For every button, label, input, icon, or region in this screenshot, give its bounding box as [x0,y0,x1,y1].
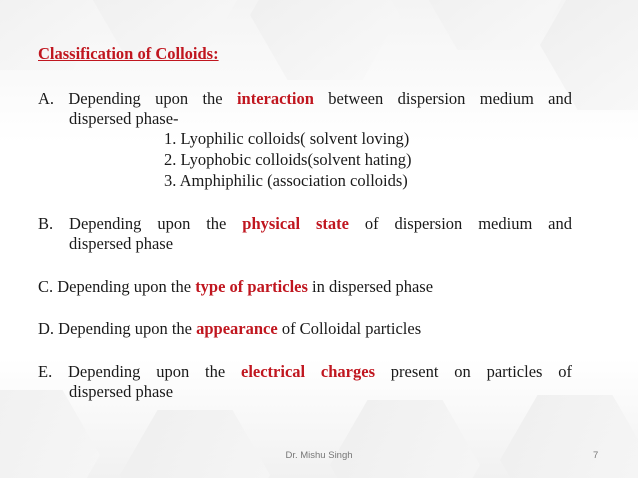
item-c-text: C. Depending upon the [38,277,196,296]
item-c-text-post: in dispersed phase [307,277,434,296]
subitem-lyophilic: 1. Lyophilic colloids( solvent loving) [164,129,410,148]
item-d-text-post: of Colloidal particles [277,319,422,338]
subitem-lyophobic: 2. Lyophobic colloids(solvent hating) [164,150,412,169]
item-d [38,318,572,339]
item-a-line1 [38,88,572,109]
item-c [38,276,572,297]
item-a-text: A. Depending upon the [38,89,237,108]
item-b-text-post: of dispersion medium and [348,214,573,233]
footer-author: Dr. Mishu Singh [285,450,353,461]
item-e-text-post: present on particles of [375,362,573,381]
subitem-amphiphilic: 3. Amphiphilic (association colloids) [164,171,408,190]
item-c-highlight: type of particles [195,277,308,296]
page-number: 7 [593,450,599,461]
item-b-line2: dispersed phase [69,234,174,253]
item-e-line2: dispersed phase [69,382,174,401]
item-a-text-post: between dispersion medium and [313,89,572,108]
item-b-text: B. Depending upon the [38,214,243,233]
item-b-highlight: physical state [242,214,349,233]
item-a-highlight: interaction [236,89,314,108]
slide-title: Classification of Colloids: [38,44,219,63]
item-d-highlight: appearance [196,319,278,338]
item-e-text: E. Depending upon the [38,362,241,381]
item-a-line2: dispersed phase- [69,109,179,128]
item-d-text: D. Depending upon the [38,319,197,338]
item-e-line1 [38,361,572,382]
item-e-highlight: electrical charges [241,362,375,381]
item-b-line1 [38,213,572,234]
